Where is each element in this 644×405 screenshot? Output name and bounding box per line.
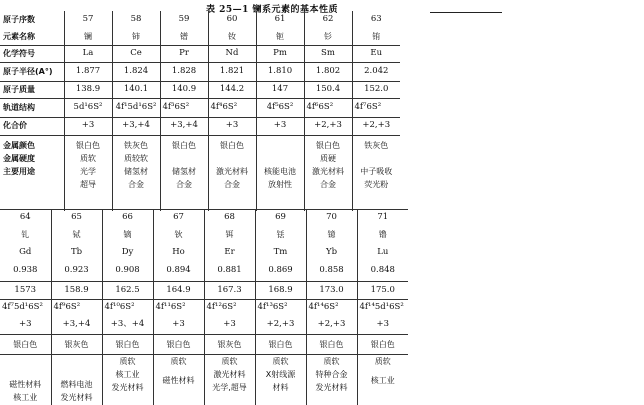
use2: 合金 — [320, 179, 336, 189]
label-use: 主要用途 — [3, 166, 35, 176]
hardness — [163, 152, 206, 165]
props-cell — [0, 355, 51, 405]
cell: 铽 — [51, 226, 102, 244]
hardness — [54, 365, 100, 378]
cell: 62 — [304, 11, 352, 28]
use2: 发光材料 — [111, 383, 144, 392]
cell: 4f⁷6S² — [352, 98, 400, 117]
cell: +2,+3 — [255, 317, 306, 335]
use2: 光学,超导 — [212, 383, 247, 392]
row-symbol — [0, 244, 408, 262]
cell: 168.9 — [255, 282, 306, 300]
row-radius — [0, 62, 400, 81]
hardness — [2, 365, 49, 378]
table-title: 表 25—1 镧系元素的基本性质 — [205, 5, 339, 15]
props-cell — [64, 135, 112, 211]
cell: +3 — [204, 317, 255, 335]
cell: Nd — [208, 45, 256, 62]
color: 银白色 — [316, 140, 340, 150]
props-cell — [153, 355, 204, 405]
cell: 4f¹¹6S² — [153, 300, 204, 317]
use1: 激光材料 — [216, 166, 248, 176]
cell: Tb — [51, 244, 102, 262]
use2: 核工业 — [13, 393, 38, 402]
cell: 66 — [102, 210, 153, 226]
cell: Dy — [102, 244, 153, 262]
cell: +3 — [208, 117, 256, 135]
row-radius — [0, 262, 408, 282]
cell: 140.1 — [112, 81, 160, 98]
cell: Ce — [112, 45, 160, 62]
label-symbol: 化学符号 — [0, 45, 64, 62]
cell: Er — [204, 244, 255, 262]
cell: 镧 — [64, 28, 112, 45]
color: 银白色 — [76, 140, 100, 150]
props-cell — [306, 355, 357, 405]
cell: Yb — [306, 244, 357, 262]
use2 — [156, 387, 202, 400]
use1: 储氢材 — [172, 166, 196, 176]
cell: 4f¹³6S² — [255, 300, 306, 317]
cell: 175.0 — [357, 282, 408, 300]
hardness: 质软 — [374, 357, 391, 366]
cell: 0.923 — [51, 262, 102, 282]
row-atomic-number — [0, 210, 408, 226]
cell: 70 — [306, 210, 357, 226]
decorative-rule — [430, 12, 502, 13]
use1: 特种合金 — [315, 370, 348, 379]
cell: 4f⁴6S² — [208, 98, 256, 117]
cell: 0.869 — [255, 262, 306, 282]
use2: 发光材料 — [60, 393, 93, 402]
cell: 银白色 — [255, 335, 306, 355]
cell: 61 — [256, 11, 304, 28]
cell: 4f¹5d¹6S² — [112, 98, 160, 117]
lanthanide-table-top — [0, 11, 400, 211]
cell: 4f¹⁴5d¹6S² — [359, 302, 404, 313]
cell: 4f⁷5d¹6S² — [0, 300, 51, 317]
cell: 银白色 — [102, 335, 153, 355]
row-valence — [0, 317, 408, 335]
cell: 4f⁶6S² — [304, 98, 352, 117]
cell: 158.9 — [51, 282, 102, 300]
cell: +3 — [64, 117, 112, 135]
cell: +3 — [0, 317, 51, 335]
props-cell — [51, 355, 102, 405]
cell: 63 — [370, 13, 382, 24]
cell: La — [64, 45, 112, 62]
cell: 银灰色 — [204, 335, 255, 355]
cell: 银白色 — [153, 335, 204, 355]
hardness: 质较软 — [124, 153, 148, 163]
cell: Eu — [352, 45, 400, 62]
cell: Tm — [255, 244, 306, 262]
cell: 0.858 — [306, 262, 357, 282]
cell: +2,+3 — [306, 317, 357, 335]
props-cell — [160, 135, 208, 211]
cell: +3,+4 — [112, 117, 160, 135]
cell: 银白色 — [357, 335, 408, 355]
label-hardness: 金属硬度 — [3, 153, 35, 163]
cell: 铈 — [112, 28, 160, 45]
cell: 167.3 — [204, 282, 255, 300]
use2: 超导 — [80, 179, 96, 189]
cell: 镱 — [306, 226, 357, 244]
cell: 1.821 — [208, 62, 256, 81]
props-cell — [204, 355, 255, 405]
use1: X射线源 — [265, 370, 296, 379]
cell: 0.894 — [153, 262, 204, 282]
lanthanide-table-bottom — [0, 209, 408, 405]
cell: 1.828 — [160, 62, 208, 81]
use1: 核工业 — [370, 376, 395, 385]
cell: 164.9 — [153, 282, 204, 300]
cell: 144.2 — [208, 81, 256, 98]
cell: 162.5 — [102, 282, 153, 300]
cell: 64 — [0, 210, 51, 226]
row-config — [0, 300, 408, 317]
use2 — [360, 387, 407, 400]
cell: 1.824 — [112, 62, 160, 81]
cell: 铒 — [204, 226, 255, 244]
color: 银白色 — [172, 140, 196, 150]
use2: 合金 — [128, 179, 144, 189]
cell: 4f¹⁰6S² — [102, 300, 153, 317]
use1: 核工业 — [115, 370, 140, 379]
row-hardness-use — [0, 355, 408, 405]
cell: 钐 — [304, 28, 352, 45]
label-valence: 化合价 — [0, 117, 64, 135]
cell: 138.9 — [64, 81, 112, 98]
use2: 发光材料 — [315, 383, 348, 392]
cell: Sm — [304, 45, 352, 62]
cell: 140.9 — [160, 81, 208, 98]
cell: 173.0 — [306, 282, 357, 300]
color — [259, 139, 302, 152]
label-name: 元素名称 — [0, 28, 64, 45]
props-cell — [357, 355, 408, 405]
hardness: 质软 — [170, 357, 187, 366]
cell: +2,+3 — [352, 117, 400, 135]
hardness — [211, 152, 254, 165]
cell: Pr — [160, 45, 208, 62]
row-symbol — [0, 45, 400, 62]
row-config — [0, 98, 400, 117]
props-cell — [255, 355, 306, 405]
cell: 1.810 — [256, 62, 304, 81]
label-color: 金属颜色 — [3, 140, 35, 150]
cell: +3 — [256, 117, 304, 135]
color: 银白色 — [220, 140, 244, 150]
use1: 磁性材料 — [9, 380, 42, 389]
hardness: 质软 — [221, 357, 238, 366]
cell: 镝 — [102, 226, 153, 244]
cell: Gd — [0, 244, 51, 262]
props-cell — [256, 135, 304, 211]
use1: 燃料电池 — [60, 380, 93, 389]
cell: 4f¹⁴6S² — [306, 300, 357, 317]
use1: 中子吸收 — [360, 166, 393, 176]
props-cell — [304, 135, 352, 211]
cell: 钆 — [0, 226, 51, 244]
hardness: 质硬 — [320, 153, 336, 163]
row-properties — [0, 135, 400, 211]
row-valence — [0, 117, 400, 135]
cell: 2.042 — [352, 62, 400, 81]
cell: 0.881 — [204, 262, 255, 282]
cell: 150.4 — [304, 81, 352, 98]
use1: 核能电池 — [264, 166, 296, 176]
cell: +3 — [357, 317, 408, 335]
color: 铁灰色 — [364, 140, 389, 150]
hardness: 质软 — [80, 153, 96, 163]
cell: 68 — [204, 210, 255, 226]
label-mass: 原子质量 — [0, 81, 64, 98]
label-properties — [0, 135, 64, 211]
use2: 荧光粉 — [364, 179, 389, 189]
hardness: 质软 — [119, 357, 136, 366]
cell: 4f⁵6S² — [256, 98, 304, 117]
cell: 1.802 — [304, 62, 352, 81]
cell: 镥 — [378, 229, 387, 239]
props-cell — [208, 135, 256, 211]
cell: 67 — [153, 210, 204, 226]
cell: 铥 — [255, 226, 306, 244]
cell: 4f⁹6S² — [51, 300, 102, 317]
cell: 59 — [160, 11, 208, 28]
row-name — [0, 226, 408, 244]
cell: +3、+4 — [102, 317, 153, 335]
use2: 合金 — [224, 179, 240, 189]
cell: 57 — [64, 11, 112, 28]
cell: Lu — [377, 246, 389, 257]
cell: 铕 — [352, 28, 400, 45]
cell: 银白色 — [0, 335, 51, 355]
cell: 4f¹²6S² — [204, 300, 255, 317]
cell: 0.848 — [357, 262, 408, 282]
hardness — [259, 152, 302, 165]
cell: 钬 — [153, 226, 204, 244]
use1: 储氢材 — [124, 166, 148, 176]
row-atomic-number — [0, 11, 400, 28]
cell: Pm — [256, 45, 304, 62]
use1: 光学 — [80, 166, 96, 176]
hardness: 质软 — [272, 357, 289, 366]
cell: 60 — [208, 11, 256, 28]
cell: 4f³6S² — [160, 98, 208, 117]
row-mass — [0, 81, 400, 98]
use2: 材料 — [272, 383, 289, 392]
hardness — [355, 152, 399, 165]
cell: 58 — [112, 11, 160, 28]
use1: 磁性材料 — [162, 376, 195, 385]
cell: 钷 — [256, 28, 304, 45]
cell: 0.908 — [102, 262, 153, 282]
cell: 69 — [255, 210, 306, 226]
label-config: 轨道结构 — [0, 98, 64, 117]
label-atomic-number: 原子序数 — [0, 11, 64, 28]
cell: 152.0 — [352, 81, 400, 98]
row-color — [0, 335, 408, 355]
use1: 激光材料 — [213, 370, 246, 379]
row-mass — [0, 282, 408, 300]
cell: +2,+3 — [304, 117, 352, 135]
cell: 147 — [256, 81, 304, 98]
props-cell — [112, 135, 160, 211]
cell: +3 — [153, 317, 204, 335]
cell: 71 — [357, 210, 408, 226]
cell: 钕 — [208, 28, 256, 45]
use1: 激光材料 — [312, 166, 344, 176]
cell: 银白色 — [306, 335, 357, 355]
cell: 银灰色 — [51, 335, 102, 355]
cell: 0.938 — [0, 262, 51, 282]
cell: +3,+4 — [160, 117, 208, 135]
cell: 65 — [51, 210, 102, 226]
cell: 1573 — [0, 282, 51, 300]
hardness: 质软 — [323, 357, 340, 366]
cell: +3,+4 — [51, 317, 102, 335]
color: 铁灰色 — [124, 140, 148, 150]
props-cell — [352, 135, 400, 211]
use2: 合金 — [176, 179, 192, 189]
cell: 镨 — [160, 28, 208, 45]
cell: 5d¹6S² — [64, 98, 112, 117]
cell: 1.877 — [64, 62, 112, 81]
row-name — [0, 28, 400, 45]
use2: 放射性 — [268, 179, 292, 189]
cell: Ho — [153, 244, 204, 262]
label-radius: 原子半径(A°) — [0, 62, 64, 81]
props-cell — [102, 355, 153, 405]
